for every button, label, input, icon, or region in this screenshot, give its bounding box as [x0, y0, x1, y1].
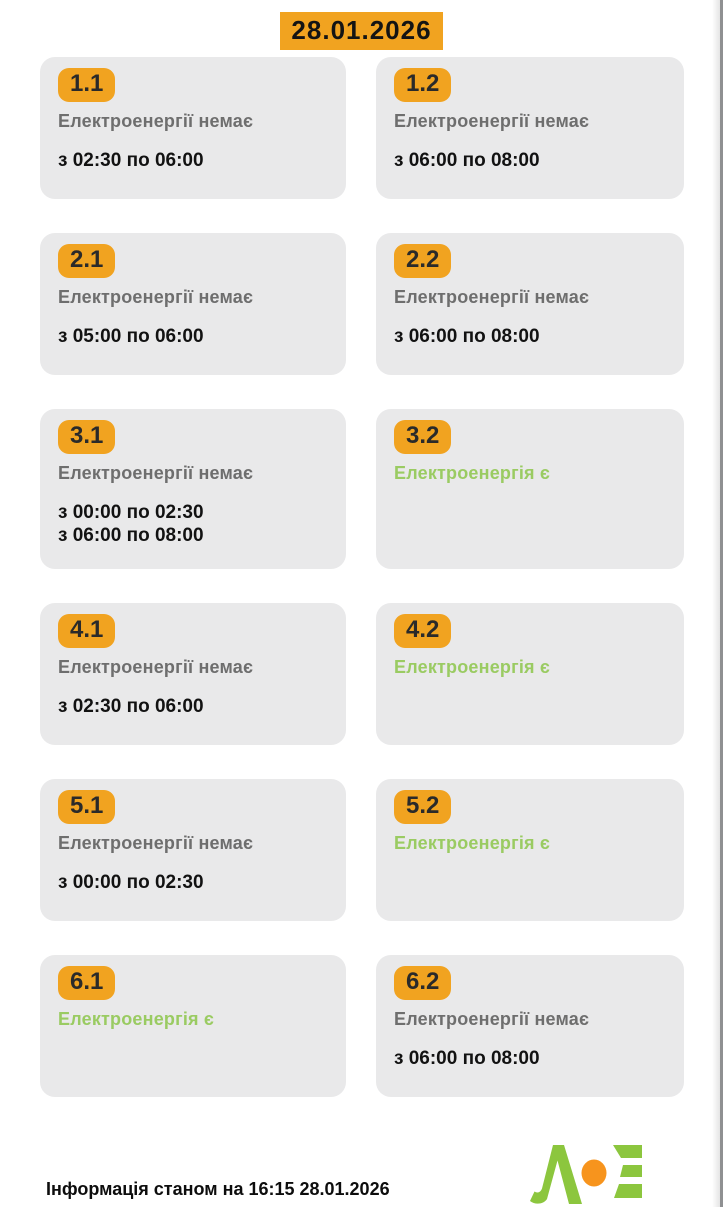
- group-card-3.2: [376, 409, 684, 569]
- power-status-label: Електроенергії немає: [58, 657, 254, 678]
- outage-times: [58, 501, 326, 547]
- power-status-label: Електроенергії немає: [58, 463, 254, 483]
- power-status-label: Електроенергії немає: [58, 111, 254, 131]
- page-edge-shadow: [712, 0, 720, 1207]
- power-status-label: Електроенергія є: [58, 1009, 215, 1030]
- group-badge: 4.2: [394, 614, 451, 648]
- group-card-6.1: [40, 955, 346, 1097]
- outage-time-range: з 06:00 по 08:00: [58, 525, 204, 547]
- group-card-3.1: [40, 409, 346, 569]
- outage-times: [394, 325, 664, 348]
- group-card-5.2: [376, 779, 684, 921]
- outage-time-range: з 06:00 по 08:00: [394, 326, 540, 347]
- group-card-2.1: [40, 233, 346, 375]
- outage-time-range: з 00:00 по 02:30: [58, 502, 204, 523]
- date-header: 28.01.2026: [280, 12, 442, 50]
- outage-times: [58, 325, 326, 348]
- outage-time-range: з 06:00 по 08:00: [394, 150, 540, 171]
- group-badge: 5.2: [394, 790, 451, 824]
- outage-times: [394, 1047, 664, 1070]
- group-badge: 4.1: [58, 614, 115, 648]
- power-status-label: Електроенергії немає: [58, 287, 254, 307]
- outage-time-range: з 02:30 по 06:00: [58, 696, 204, 718]
- group-card-1.1: [40, 57, 346, 199]
- group-card-1.2: [376, 57, 684, 199]
- power-status-label: Електроенергії немає: [394, 287, 590, 307]
- outage-time-range: з 00:00 по 02:30: [58, 872, 204, 894]
- group-card-6.2: [376, 955, 684, 1097]
- group-card-5.1: [40, 779, 346, 921]
- group-card-2.2: [376, 233, 684, 375]
- group-badge: 2.2: [394, 244, 451, 278]
- group-badge: 1.2: [394, 68, 451, 102]
- schedule-grid: [40, 57, 684, 1097]
- outage-time-range: з 06:00 по 08:00: [394, 1048, 540, 1070]
- power-status-label: Електроенергія є: [394, 463, 551, 483]
- outage-times: [58, 871, 326, 894]
- outage-times: [58, 695, 326, 718]
- group-badge: 6.1: [58, 966, 115, 1000]
- power-status-label: Електроенергії немає: [58, 833, 254, 854]
- outage-time-range: з 02:30 по 06:00: [58, 150, 204, 171]
- power-status-label: Електроенергія є: [394, 657, 551, 678]
- outage-times: [58, 149, 326, 172]
- loe-logo-icon: [530, 1143, 643, 1205]
- update-timestamp: Інформація станом на 16:15 28.01.2026: [46, 1179, 390, 1199]
- group-badge: 1.1: [58, 68, 115, 102]
- date-header-row: [0, 0, 723, 45]
- outage-times: [394, 149, 664, 172]
- outage-time-range: з 05:00 по 06:00: [58, 326, 204, 347]
- group-badge: 6.2: [394, 966, 451, 1000]
- power-status-label: Електроенергії немає: [394, 1009, 590, 1030]
- group-card-4.1: [40, 603, 346, 745]
- power-status-label: Електроенергія є: [394, 833, 551, 854]
- group-badge: 5.1: [58, 790, 115, 824]
- group-badge: 2.1: [58, 244, 115, 278]
- group-card-4.2: [376, 603, 684, 745]
- group-badge: 3.1: [58, 420, 115, 454]
- group-badge: 3.2: [394, 420, 451, 454]
- power-status-label: Електроенергії немає: [394, 111, 590, 131]
- footer: [0, 1112, 723, 1207]
